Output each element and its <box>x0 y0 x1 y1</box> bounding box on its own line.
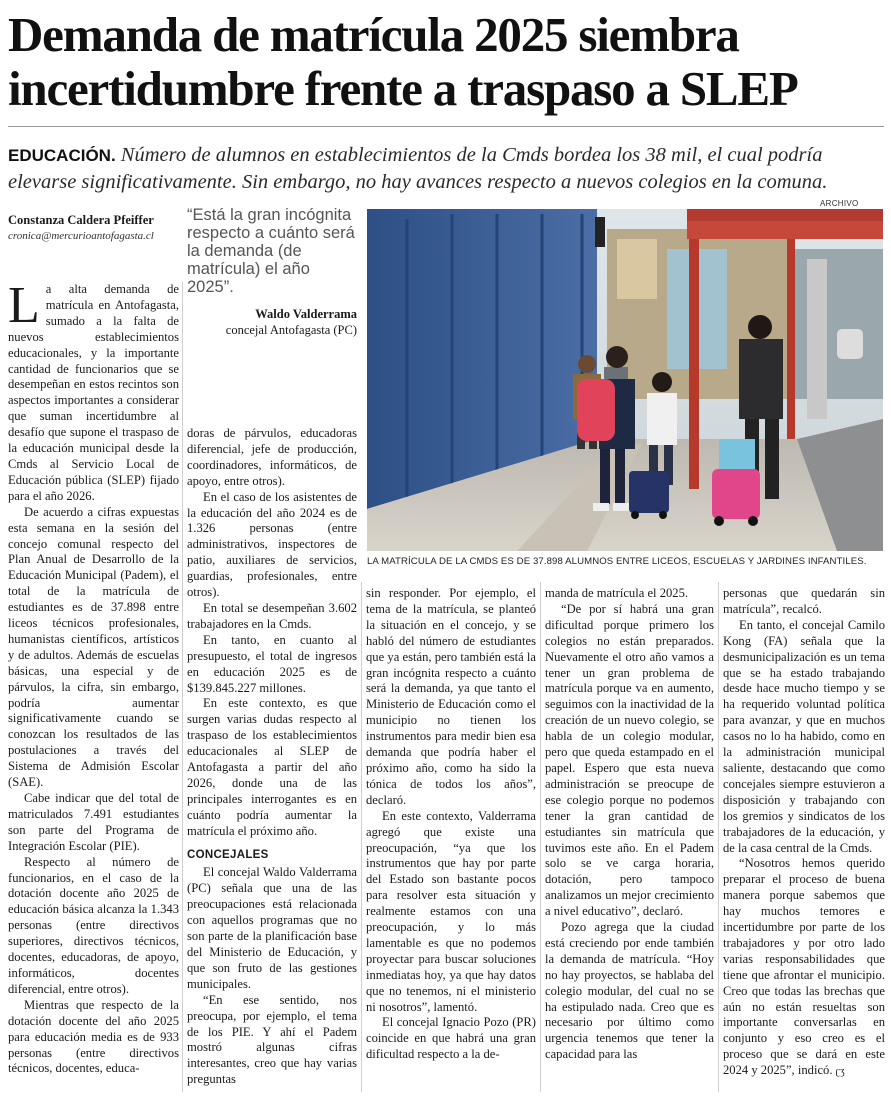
pull-quote-name: Waldo Valderrama <box>255 307 357 321</box>
paragraph: En este contexto, es que surgen varias dudas respecto al traspaso de los establecimientos educacionales al SLEP de Antofagasta a partir del año 2026, donde una de las principales interrogantes es en cuánto podría aumentar la matrícula el próximo año. <box>187 696 357 838</box>
paragraph: “Nosotros hemos querido preparar el proceso de buena manera porque sabemos que hay muchos temores e incertidumbre por parte de los trabajadores y por otro lado varias responsabilidades que tiene que afrontar el municipio. Creo que todas las brechas que aún no están resueltas son importante conversarlas en conjunto y eso creo es el proceso que se dará en este 2024 y 2025”, indicó. ʗʒ <box>723 856 885 1078</box>
paragraph: Respecto al número de funcionarios, en el caso de la dotación docente año 2025 de educación básica alcanza la 1.343 personas (entre directivos superiores, directivos técnicos, docentes, educadoras, de apoyo, informáticos, docentes diferencial, entre otros). <box>8 854 179 996</box>
paragraph: manda de matrícula el 2025. <box>545 586 689 600</box>
article-column-1 <box>8 277 179 1077</box>
drop-cap: L <box>8 277 40 334</box>
headline: Demanda de matrícula 2025 siembra incertidumbre frente a traspaso a SLEP <box>8 7 798 116</box>
article-column-4 <box>545 586 714 1063</box>
paragraph: En este contexto, Valderrama agregó que existe una preocupación, “ya que los instrumentos que hay por parte del Estado son bastante pocos para resolver esta situación y realmente estamos con una preocupación, y lo más lamentable es que no podemos proyectar para buscar soluciones inmediatas hoy, ya que hay datos que no tenemos, ni el ministerio ni nosotros”, lamentó. <box>366 808 536 1014</box>
paragraph: En tanto, el concejal Camilo Kong (FA) señala que la desmunicipalización es un tema que se ha estado trabajando desde hace mucho tiempo y se ha requerido voluntad política para avanzar, y que en muchos casos no lo ha habido, como en la administración municipal saliente, destacando que como concejales siempre estuvieron a disposición y trabajando con los gremios y sindicatos de los trabajadores de la educación, y de la casa central de la Cmds. <box>723 617 885 855</box>
photo-caption: LA MATRÍCULA DE LA CMDS ES DE 37.898 ALUMNOS ENTRE LICEOS, ESCUELAS Y JARDINES INFANTILES. <box>367 556 867 567</box>
paragraph: De acuerdo a cifras expuestas esta semana en la sesión del concejo comunal respecto del Plan Anual de Desarrollo de la Educación Municipal (Padem), el total de la matrícula de estudiantes es de 37.898 entre liceos técnicos profesionales, humanistas científicos, artísticos y de adultos. Además de escuelas básicas, una especial y de párvulos, la cifra, sin embargo, podría aumentar significativamente cuando se conozcan los resultados de las postulaciones a través del Sistema de Admisión Escolar (SAE). <box>8 504 179 790</box>
column-rule <box>361 582 362 1092</box>
author-name: Constanza Caldera Pfeiffer <box>8 213 154 227</box>
paragraph: Mientras que respecto de la dotación docente del año 2025 para educación media es de 933 personas (entre directivos técnicos, docentes, educa- <box>8 997 179 1076</box>
paragraph: En el caso de los asistentes de la educación del año 2024 es de 1.326 personas (entre administrativos, inspectores de patio, auxiliares de servicios, guardias, profesionales, entre otros). <box>187 489 357 600</box>
photo-credit: ARCHIVO <box>820 199 859 208</box>
paragraph: Cabe indicar que del total de matriculados 7.491 estudiantes son parte del Programa de Integración Escolar (PIE). <box>8 791 179 853</box>
pull-quote <box>187 206 357 338</box>
paragraph: doras de párvulos, educadoras diferencial, jefe de producción, coordinadores, informáticos, de apoyo, entre otros). <box>187 426 357 488</box>
article-column-5 <box>723 586 885 1080</box>
paragraph: personas que quedarán sin matrícula”, recalcó. <box>723 586 885 616</box>
section-kicker: EDUCACIÓN. <box>8 146 116 165</box>
article-column-3 <box>366 586 536 1063</box>
deck: Número de alumnos en establecimientos de la Cmds bordea los 38 mil, el cual podría elevarse significativamente. Sin embargo, no hay avances respecto a nuevos colegios en la comuna. <box>8 144 828 193</box>
paragraph: Pozo agrega que la ciudad está creciendo por ende también la demanda de matrícula. “Hoy no hay proyectos, se hablaba del colegio modular, del cual no se ha estipulado nada. Creo que es necesario por último como urgencia tenemos que tener la capacidad para las <box>545 920 714 1062</box>
paragraph: La alta demanda de matrícula en Antofagasta, sumado a la falta de nuevos establecimientos educacionales, y la importante cantidad de funcionarios que se desempeñan en estos recintos son aspectos importantes a considerar que suman incertidumbre al desafío que supone el traspaso de la educación municipal desde la Cmds al Servicio Local de Educación pública (SLEP) fijado para el año 2026. <box>8 277 179 503</box>
column-rule <box>182 282 183 1092</box>
column-rule <box>540 582 541 1092</box>
author-email: cronica@mercurioantofagasta.cl <box>8 230 154 242</box>
column-rule <box>718 582 719 1092</box>
pull-quote-text: “Está la gran incógnita respecto a cuánto será la demanda (de matrícula) el año 2025”. <box>187 206 355 296</box>
paragraph: En tanto, en cuanto al presupuesto, el total de ingresos en educación 2025 es de $139.845.227 millones. <box>187 632 357 695</box>
paragraph: En total se desempeñan 3.602 trabajadores en la Cmds. <box>187 600 357 631</box>
photo-illustration <box>367 209 883 551</box>
paragraph: El concejal Waldo Valderrama (PC) señala que una de las preocupaciones está relacionada con aquellos programas que no son parte de la planificación base del Ministerio de Educación, y que son fruto de las gestiones municipales. <box>187 865 357 991</box>
end-mark: ʗʒ <box>835 1066 845 1078</box>
pull-quote-role: concejal Antofagasta (PC) <box>225 323 357 337</box>
byline <box>8 212 178 244</box>
paragraph: “De por sí habrá una gran dificultad porque primero los colegios no están preparados. Nuevamente el otro año vamos a tener un gran problema de matrícula porque va en aumento, seguimos con la inactividad de la creación de un nuevo colegio, se habla de un colegio modular, pero que queda estampado en el papel. Espero que esta nueva administración se preocupe de ese colegio porque no podemos tener la gran cantidad de estudiantes sin matrícula que tuvimos este año. En el Padem solo se ve carga horaria, dotación, pero tampoco analizamos un mejor crecimiento a nivel educativo”, declaró. <box>545 601 714 919</box>
article-column-2 <box>187 426 357 1088</box>
lead-paragraph <box>8 142 884 195</box>
paragraph: sin responder. Por ejemplo, el tema de la matrícula, se planteó la situación en el concejo, y se habló del número de estudiantes que ya están, pero también está la gran incógnita respecto a cuánto será la demanda, ya que tanto el Ministerio de Educación como el municipio no tienen los instrumentos para medir bien esa demanda que podría haber el próximo año, como ha sido la tónica de todos los años”, declaró. <box>366 586 536 807</box>
section-subhead: CONCEJALES <box>187 848 269 861</box>
paragraph: El concejal Ignacio Pozo (PR) coincide en que habrá una gran dificultad respecto a la de- <box>366 1015 536 1062</box>
headline-rule <box>8 126 884 127</box>
news-photo <box>367 209 883 551</box>
paragraph: “En ese sentido, nos preocupa, por ejemplo, el tema de los PIE. Y ahí el Padem mostró algunas cifras interesantes, creo que hay varias preguntas <box>187 992 357 1087</box>
